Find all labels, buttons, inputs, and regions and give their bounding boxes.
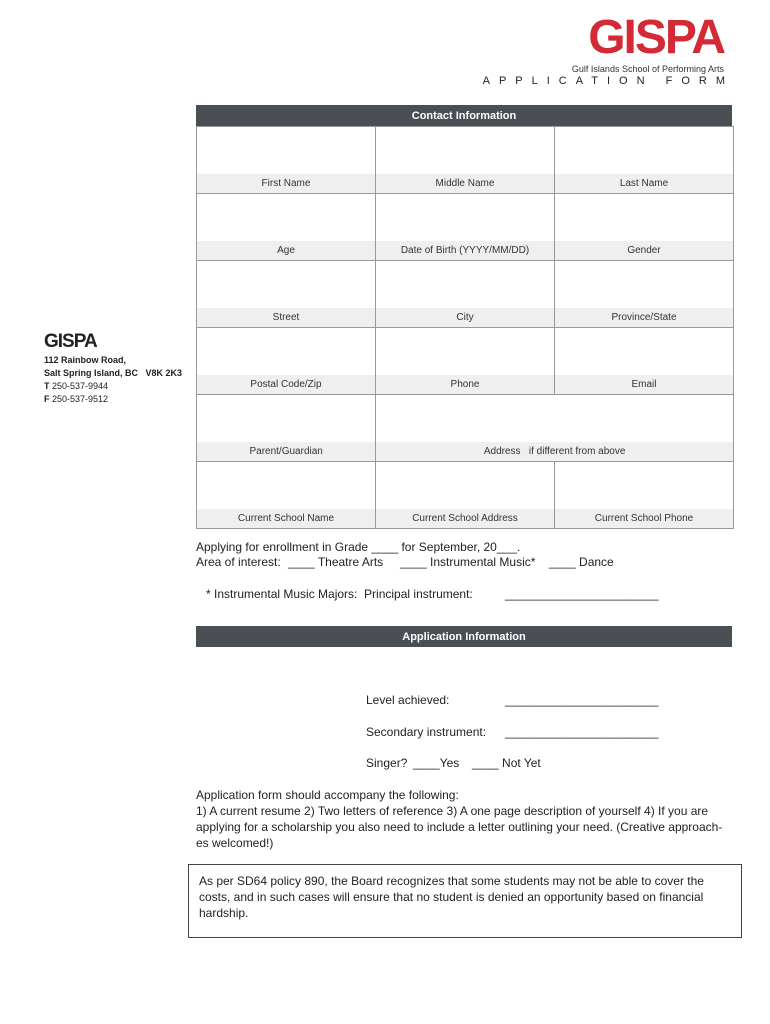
level-achieved-label: Level achieved: [366,693,450,707]
accompany-heading: Application form should accompany the following: [196,788,459,802]
city-label: City [376,308,554,327]
first-name-field[interactable] [197,127,375,193]
postal-code-label: Postal Code/Zip [197,375,375,394]
age-field[interactable] [197,194,375,260]
city-field[interactable] [375,261,554,327]
school-phone-label: Current School Phone [555,509,733,528]
province-label: Province/State [555,308,733,327]
gender-label: Gender [555,241,733,260]
level-achieved-blank[interactable]: _______________________ [505,693,659,707]
guardian-address-label: Address if different from above [376,442,733,461]
dance-option[interactable]: ____ Dance [549,555,614,569]
address-line-1: 112 Rainbow Road, [44,355,127,365]
contact-row-guardian [197,394,733,461]
street-label: Street [197,308,375,327]
parent-guardian-field[interactable] [197,395,375,461]
phone-number: 250-537-9944 [52,381,109,391]
sidebar-logo: GISPA [44,331,97,352]
singer-not-yet-option[interactable]: ____ Not Yet [472,756,541,770]
principal-instrument-label: * Instrumental Music Majors: Principal instrument: [206,587,473,601]
singer-label: Singer? [366,756,408,770]
contact-row-contact [197,327,733,394]
age-label: Age [197,241,375,260]
middle-name-label: Middle Name [376,174,554,193]
policy-notice: As per SD64 policy 890, the Board recognizes that some students may not be able to cover the costs, and in such cases will ensure that no student is denied an opportunity based on financial hardship. [188,864,742,938]
dob-label: Date of Birth (YYYY/MM/DD) [376,241,554,260]
school-address-label: Current School Address [376,509,554,528]
gispa-logo: GISPA [588,11,724,64]
instrumental-music-option[interactable]: ____ Instrumental Music* [400,555,536,569]
principal-instrument-blank[interactable]: _______________________ [505,587,659,601]
email-field[interactable] [554,328,733,394]
phone-prefix: T [44,381,50,391]
email-label: Email [555,375,733,394]
fax-prefix: F [44,394,50,404]
dob-field[interactable] [375,194,554,260]
theatre-arts-option[interactable]: ____ Theatre Arts [288,555,384,569]
accompany-section [196,787,736,851]
phone-field[interactable] [375,328,554,394]
street-field[interactable] [197,261,375,327]
address-line-2: Salt Spring Island, BC V8K 2K3 [44,368,183,378]
school-tagline: Gulf Islands School of Performing Arts [571,64,724,74]
secondary-instrument-blank[interactable]: _______________________ [505,725,659,739]
last-name-field[interactable] [554,127,733,193]
contact-row-personal [197,193,733,260]
secondary-instrument-label: Secondary instrument: [366,725,487,739]
school-name-label: Current School Name [197,509,375,528]
parent-guardian-label: Parent/Guardian [197,442,375,461]
last-name-label: Last Name [555,174,733,193]
postal-code-field[interactable] [197,328,375,394]
guardian-address-field[interactable] [375,395,733,461]
contact-row-address [197,260,733,327]
contact-section-header: Contact Information [196,105,732,126]
phone-label: Phone [376,375,554,394]
accompany-body: 1) A current resume 2) Two letters of reference 3) A one page description of yourself 4) If you are applying for a scholarship you also need to include a letter outlining your need. (Creative approach- es welcomed!) [196,804,723,850]
applying-line: Applying for enrollment in Grade ____ for September, 20___. [196,540,521,554]
fax-line [44,393,182,406]
application-section-header: Application Information [196,626,732,647]
middle-name-field[interactable] [375,127,554,193]
school-address-field[interactable] [375,462,554,528]
area-of-interest-label: Area of interest: [196,555,281,569]
school-name-field[interactable] [197,462,375,528]
contact-grid [196,126,734,529]
singer-yes-option[interactable]: ____Yes [413,756,460,770]
first-name-label: First Name [197,174,375,193]
fax-number: 250-537-9512 [52,394,109,404]
brand-block [571,11,724,74]
province-field[interactable] [554,261,733,327]
school-address-block [44,332,182,406]
phone-line [44,380,182,393]
contact-row-name [197,126,733,193]
form-title: APPLICATION FORM [482,75,734,87]
school-phone-field[interactable] [554,462,733,528]
gender-field[interactable] [554,194,733,260]
contact-row-school [197,461,733,528]
